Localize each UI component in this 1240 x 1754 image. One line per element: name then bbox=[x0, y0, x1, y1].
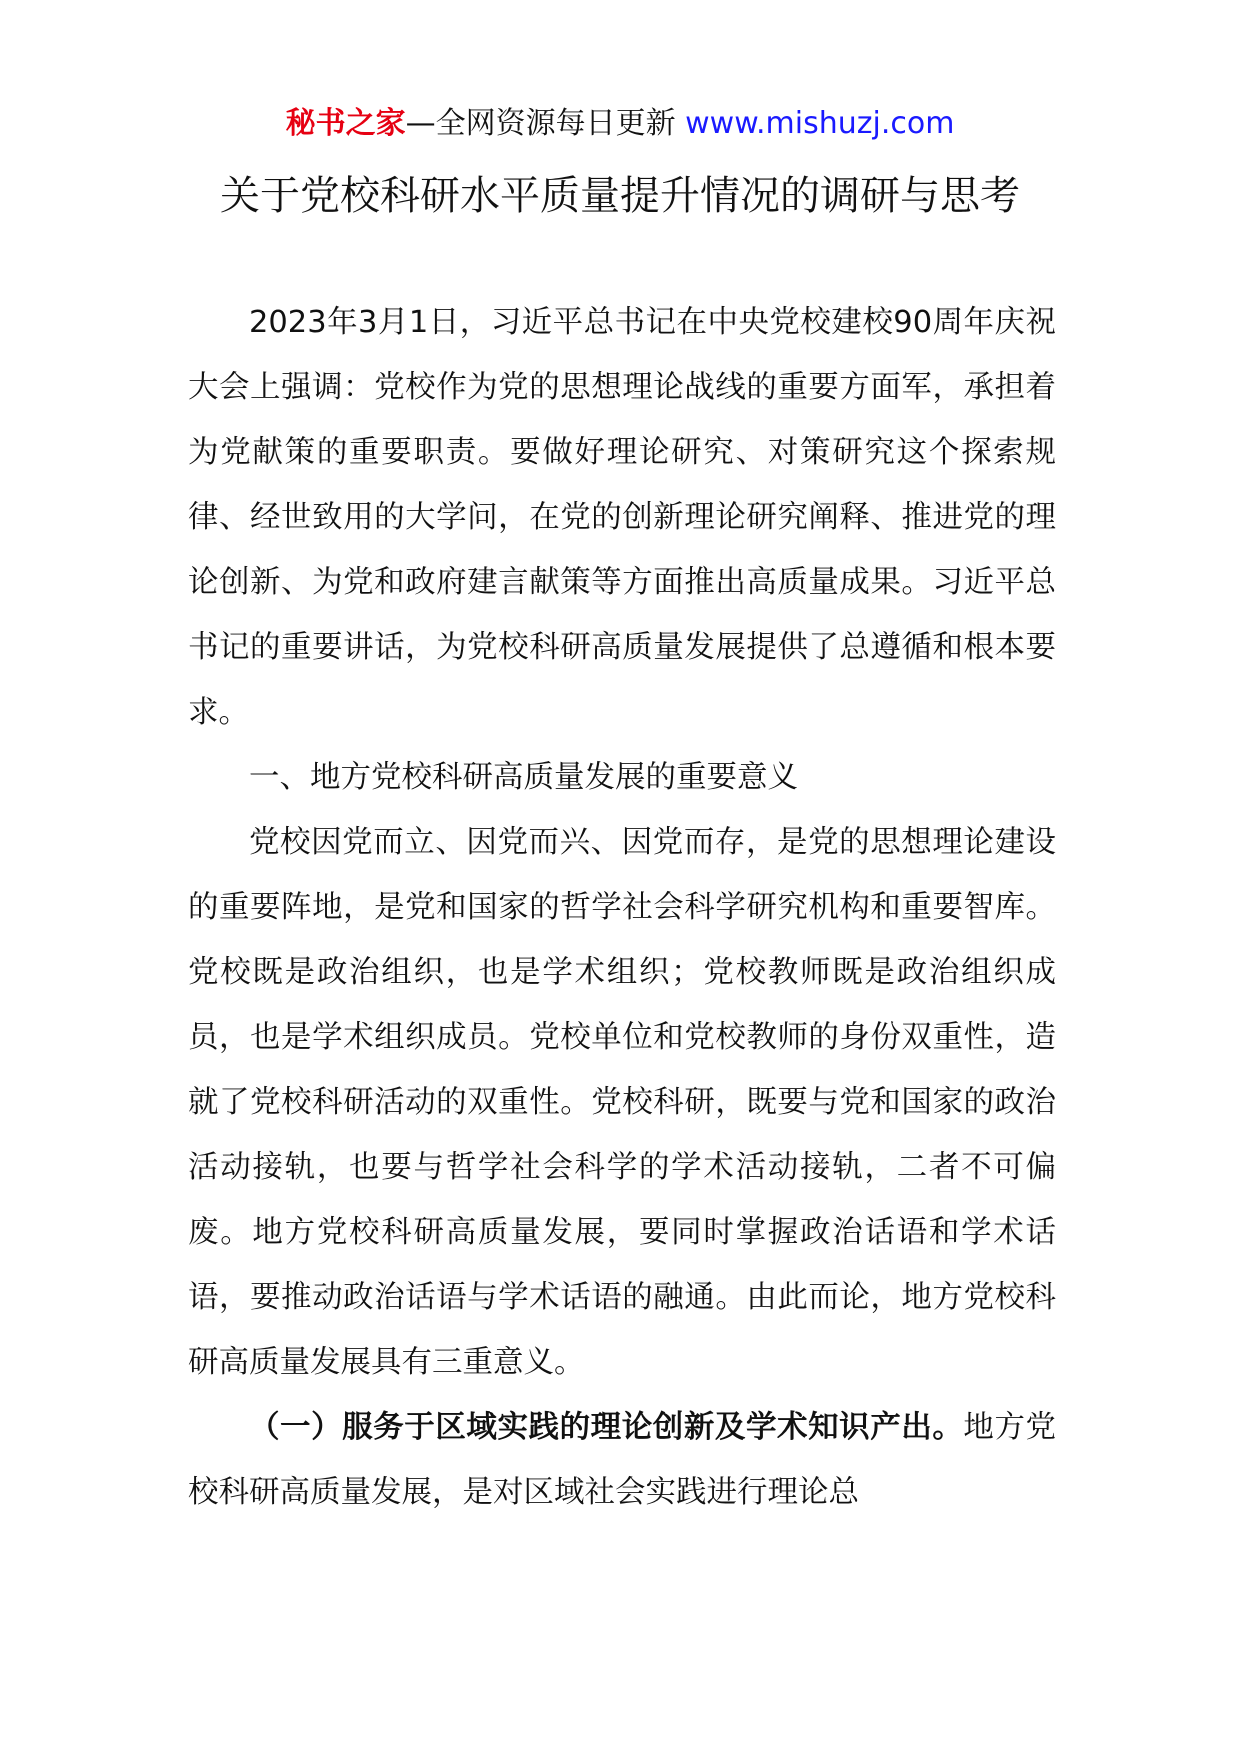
subsection-paragraph bbox=[188, 1395, 1056, 1525]
subsection-text: 地方党校科研高质量发展，是对区域社会实践进行理论总 bbox=[188, 1410, 1057, 1510]
subsection-heading: （一）服务于区域实践的理论创新及学术知识产出。 bbox=[249, 1410, 964, 1445]
document-body bbox=[188, 290, 1056, 1525]
header-slogan: —全网资源每日更新 bbox=[405, 106, 686, 141]
section-heading: 一、地方党校科研高质量发展的重要意义 bbox=[249, 760, 798, 795]
intro-paragraph: 2023年3月1日，习近平总书记在中央党校建校90周年庆祝大会上强调：党校作为党的思想理论战线的重要方面军，承担着为党献策的重要职责。要做好理论研究、对策研究这个探索规律、经世致用的大学问，在党的创新理论研究阐释、推进党的理论创新、为党和政府建言献策等方面推出高质量成果。习近平总书记的重要讲话，为党校科研高质量发展提供了总遵循和根本要求。 bbox=[188, 305, 1056, 730]
body-paragraph: 党校因党而立、因党而兴、因党而存，是党的思想理论建设的重要阵地，是党和国家的哲学社会科学研究机构和重要智库。党校既是政治组织，也是学术组织；党校教师既是政治组织成员，也是学术组织成员。党校单位和党校教师的身份双重性，造就了党校科研活动的双重性。党校科研，既要与党和国家的政治活动接轨，也要与哲学社会科学的学术活动接轨，二者不可偏废。地方党校科研高质量发展，要同时掌握政治话语和学术话语，要推动政治话语与学术话语的融通。由此而论，地方党校科研高质量发展具有三重意义。 bbox=[188, 825, 1056, 1380]
site-link[interactable]: www.mishuzj.com bbox=[685, 106, 955, 141]
brand-name: 秘书之家 bbox=[285, 106, 406, 141]
document-title: 关于党校科研水平质量提升情况的调研与思考 bbox=[220, 173, 1020, 219]
watermark-header bbox=[0, 100, 1240, 148]
